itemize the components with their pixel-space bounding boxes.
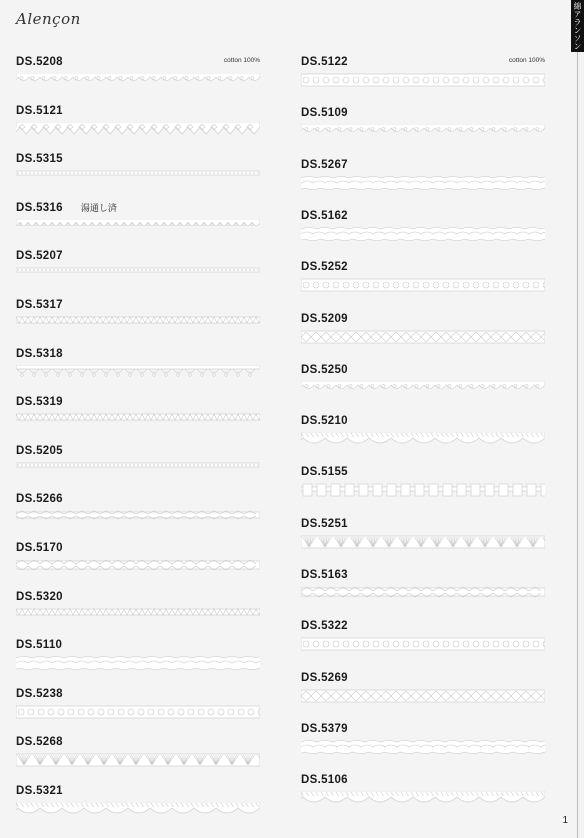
lace-code: DS.5170 [16,542,63,554]
lace-sample-image [301,176,545,190]
lace-sample-image [301,432,545,448]
lace-code: DS.5319 [16,396,63,409]
lace-item [16,732,260,767]
lace-code: DS.5269 [301,671,348,684]
lace-sample-image [301,586,545,598]
lace-code: DS.5268 [16,736,63,749]
lace-sample-image [16,510,260,520]
lace-item [16,538,260,571]
lace-item [301,206,545,241]
lace-material: cotton 100% [508,57,545,64]
lace-item [301,257,545,292]
lace-code: DS.5205 [16,444,63,457]
lace-item [16,52,260,84]
page-number: 1 [562,815,568,826]
lace-sample-image [301,637,545,651]
lace-item [301,719,545,754]
lace-item [16,295,260,324]
lace-item [16,587,260,616]
brand-logo: Alençon [16,10,81,28]
lace-sample-image [16,753,260,767]
lace-sample-image [16,122,260,135]
lace-item [301,155,545,190]
lace-code: DS.5122 [301,56,348,68]
lace-code: DS.5121 [16,104,63,117]
lace-code: DS.5252 [301,261,348,274]
lace-item [16,344,260,377]
lace-sample-image [16,559,260,571]
lace-code: DS.5318 [16,347,63,360]
lace-item [301,52,545,87]
lace-sample-image [16,705,260,719]
lace-code: DS.5110 [16,639,63,652]
lace-item [16,489,260,520]
lace-code: DS.5315 [16,153,63,166]
lace-sample-image [16,73,260,84]
lace-item [301,565,545,598]
lace-code: DS.5267 [301,158,348,171]
lace-item [16,684,260,719]
lace-code: DS.5163 [301,569,348,581]
lace-sample-image [301,124,545,135]
lace-sample-image [301,483,545,497]
lace-code: DS.5379 [301,722,348,735]
lace-code: DS.5250 [301,363,348,376]
lace-sample-image [16,365,260,377]
lace-code: DS.5210 [301,415,348,428]
lace-item [301,616,545,651]
side-divider [577,52,578,838]
lace-code: DS.5162 [301,209,348,222]
lace-item [301,668,545,703]
lace-sample-image [16,656,260,670]
lace-item [16,246,260,273]
lace-code: DS.5209 [301,312,348,325]
lace-code: DS.5155 [301,466,348,479]
lace-code: DS.5321 [16,785,63,797]
lace-code: DS.5106 [301,774,348,787]
lace-code: DS.5316 [16,201,63,214]
lace-item [301,309,545,344]
lace-code: DS.5266 [16,493,63,506]
lace-sample-image [16,267,260,273]
lace-sample-image [16,608,260,616]
lace-item [301,770,545,807]
lace-code: DS.5322 [301,620,348,633]
lace-sample-image [301,278,545,292]
lace-item [301,462,545,497]
lace-item [301,103,545,135]
lace-sample-image [16,219,260,228]
lace-item [16,635,260,670]
lace-item [16,101,260,135]
lace-code: DS.5317 [16,299,63,311]
lace-sample-image [301,791,545,807]
lace-sample-image [301,330,545,344]
lace-sample-image [301,227,545,241]
lace-sample-image [301,381,545,392]
lace-code: DS.5109 [301,107,348,120]
lace-item [16,149,260,176]
side-tab: 綿アランソン [573,2,582,50]
lace-code: DS.5320 [16,590,63,603]
lace-sample-image [16,316,260,324]
lace-item [301,411,545,448]
lace-code: DS.5208 [16,56,63,68]
lace-sample-image [301,689,545,703]
lace-code: DS.5251 [301,517,348,530]
lace-sample-image [16,413,260,421]
lace-item [16,392,260,421]
lace-item [301,360,545,392]
lace-item [16,198,260,228]
lace-sample-image [16,462,260,468]
lace-item [16,781,260,818]
lace-note: 湯通し済 [80,203,117,214]
lace-sample-image [301,73,545,87]
lace-sample-image [16,170,260,176]
lace-material: cotton 100% [223,57,260,64]
lace-code: DS.5207 [16,250,63,263]
lace-item [16,441,260,468]
lace-code: DS.5238 [16,687,63,700]
lace-sample-image [301,740,545,754]
lace-sample-image [301,535,545,549]
lace-sample-image [16,802,260,818]
lace-item [301,514,545,549]
